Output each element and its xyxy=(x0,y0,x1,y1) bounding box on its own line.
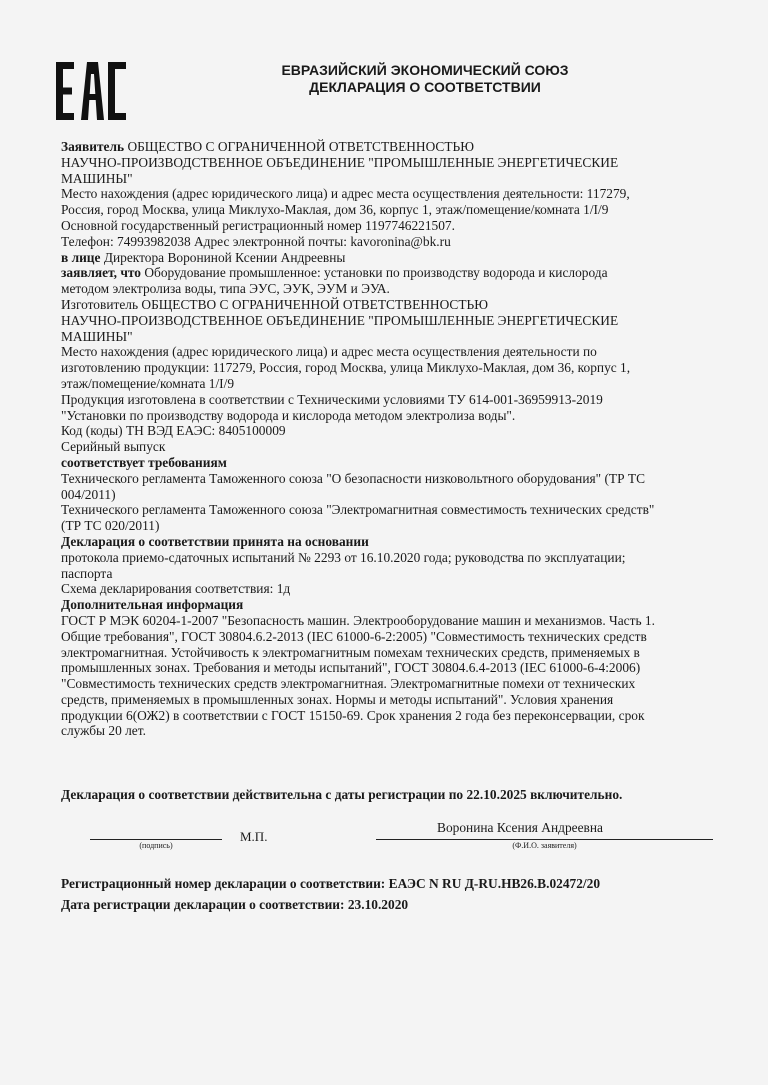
declares-line1 xyxy=(61,265,711,281)
declaration-body xyxy=(61,139,711,739)
registration-date: 23.10.2020 xyxy=(347,897,409,912)
applicant-contacts: Телефон: 74993982038 Адрес электронной почты: kavoronina@bk.ru xyxy=(61,233,451,249)
basis-scheme: Схема декларирования соответствия: 1д xyxy=(61,581,291,597)
registration-number-row xyxy=(61,876,600,892)
product-spec-line2: "Установки по производству водорода и кислорода методом электролиза воды". xyxy=(61,407,516,423)
registration-date-label: Дата регистрации декларации о соответствии: xyxy=(61,897,345,912)
header-declaration-title: ДЕКЛАРАЦИЯ О СООТВЕТСТВИИ xyxy=(309,79,541,95)
manufacturer-line2: НАУЧНО-ПРОИЗВОДСТВЕННОЕ ОБЪЕДИНЕНИЕ "ПРОМЫШЛЕННЫЕ ЭНЕРГЕТИЧЕСКИЕ xyxy=(61,312,619,328)
signer-name-line xyxy=(376,839,713,840)
signer-name-caption: (Ф.И.О. заявителя) xyxy=(512,841,577,850)
header-union-title: ЕВРАЗИЙСКИЙ ЭКОНОМИЧЕСКИЙ СОЮЗ xyxy=(281,62,569,78)
applicant-label: Заявитель xyxy=(61,139,125,154)
additional-line8: службы 20 лет. xyxy=(61,723,146,739)
applicant-name-line3: МАШИНЫ" xyxy=(61,170,133,186)
declares-text-line1: Оборудование промышленное: установки по производству водорода и кислорода xyxy=(144,265,608,281)
manufacturer-address-line2: изготовлению продукции: 117279, Россия, город Москва, улица Миклухо-Маклая, дом 36, корпус 1, xyxy=(61,360,631,376)
validity-statement: Декларация о соответствии действительна с даты регистрации по 22.10.2025 включительно. xyxy=(61,787,623,802)
additional-line7: продукции 6(ОЖ2) в соответствии с ГОСТ 15150-69. Срок хранения 2 года без переконсервации, срок xyxy=(61,707,645,723)
product-release: Серийный выпуск xyxy=(61,439,166,455)
requirements-label: соответствует требованиям xyxy=(61,454,227,470)
requirements-line3: Технического регламента Таможенного союза "Электромагнитная совместимость технических средств" xyxy=(61,502,655,518)
person-label: в лице xyxy=(61,249,101,265)
declares-label: заявляет, что xyxy=(61,265,141,281)
basis-line2: паспорта xyxy=(61,565,113,581)
applicant-reg-number: Основной государственный регистрационный номер 1197746221507. xyxy=(61,217,455,233)
manufacturer-line3: МАШИНЫ" xyxy=(61,328,133,344)
applicant-address-line1: Место нахождения (адрес юридического лица) и адрес места осуществления деятельности: 117279, xyxy=(61,186,630,202)
signature-caption: (подпись) xyxy=(139,841,173,850)
additional-line2: Общие требования", ГОСТ 30804.6.2-2013 (IEC 61000-6-2:2005) "Совместимость технических средств xyxy=(61,628,647,644)
product-spec-line1: Продукция изготовлена в соответствии с Техническими условиями ТУ 614-001-36959913-2019 xyxy=(61,391,603,407)
requirements-line1: Технического регламента Таможенного союза "О безопасности низковольтного оборудования" (ТР ТС xyxy=(61,470,645,486)
additional-line3: электромагнитная. Устойчивость к электромагнитным помехам технических средств, применяемых в xyxy=(61,644,640,660)
manufacturer-address-line3: этаж/помещение/комната 1/I/9 xyxy=(61,375,235,391)
basis-label: Декларация о соответствии принята на основании xyxy=(61,533,369,549)
basis-line1: протокола приемо-сдаточных испытаний № 2293 от 16.10.2020 года; руководства по эксплуатации; xyxy=(61,549,626,565)
signature-line xyxy=(90,839,222,840)
applicant-name-line2: НАУЧНО-ПРОИЗВОДСТВЕННОЕ ОБЪЕДИНЕНИЕ "ПРОМЫШЛЕННЫЕ ЭНЕРГЕТИЧЕСКИЕ xyxy=(61,154,619,170)
applicant-person-line xyxy=(61,250,711,266)
applicant-line1 xyxy=(61,139,711,155)
additional-line4: промышленных зонах. Требования и методы испытаний", ГОСТ 30804.6.4-2013 (IEC 61000-6-4:2006) xyxy=(61,660,641,676)
additional-line5: "Совместимость технических средств электромагнитная. Электромагнитные помехи от технических xyxy=(61,676,636,692)
additional-label: Дополнительная информация xyxy=(61,597,244,613)
applicant-name-line1: ОБЩЕСТВО С ОГРАНИЧЕННОЙ ОТВЕТСТВЕННОСТЬЮ xyxy=(127,139,474,154)
requirements-line4: (ТР ТС 020/2011) xyxy=(61,518,160,534)
stamp-placeholder: М.П. xyxy=(240,829,268,844)
product-code: Код (коды) ТН ВЭД ЕАЭС: 8405100009 xyxy=(61,423,286,439)
additional-line1: ГОСТ Р МЭК 60204-1-2007 "Безопасность машин. Электрооборудование машин и механизмов. Часть 1. xyxy=(61,612,655,628)
eac-mark-icon xyxy=(56,62,126,120)
applicant-address-line2: Россия, город Москва, улица Миклухо-Маклая, дом 36, корпус 1, этаж/помещение/комната 1/I/9 xyxy=(61,202,609,218)
manufacturer-line1: Изготовитель ОБЩЕСТВО С ОГРАНИЧЕННОЙ ОТВЕТСТВЕННОСТЬЮ xyxy=(61,296,488,312)
requirements-line2: 004/2011) xyxy=(61,486,116,502)
registration-number-label: Регистрационный номер декларации о соответствии: xyxy=(61,876,386,891)
additional-line6: средств, применяемых в промышленных зонах. Нормы и методы испытаний". Условия хранения xyxy=(61,691,614,707)
registration-date-row xyxy=(61,897,408,913)
registration-number: ЕАЭС N RU Д-RU.НВ26.В.02472/20 xyxy=(388,876,601,891)
declares-text-line2: методом электролиза воды, типа ЭУС, ЭУК, ЭУМ и ЭУА. xyxy=(61,281,390,297)
manufacturer-address-line1: Место нахождения (адрес юридического лица) и адрес места осуществления деятельности по xyxy=(61,344,597,360)
person-name: Директора Ворониной Ксении Андреевны xyxy=(103,249,346,265)
signer-name: Воронина Ксения Андреевна xyxy=(437,820,603,835)
